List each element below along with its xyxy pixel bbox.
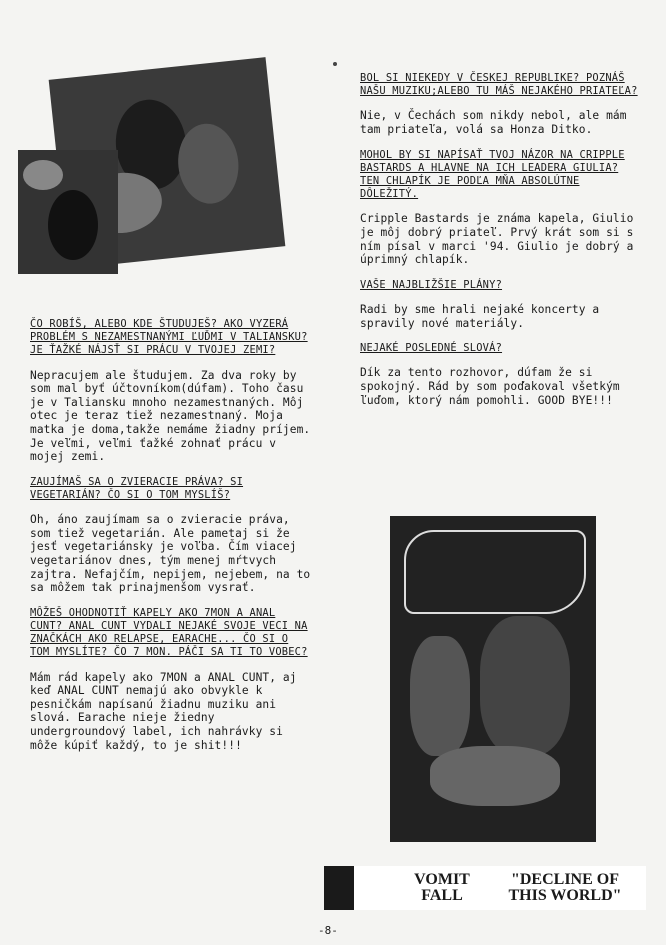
- question: BOL SI NIEKEDY V ČESKEJ REPUBLIKE? POZNÁŠ NAŠU MUZIKU;ALEBO TU MÁŠ NEJAKÉHO PRIATEĽA?: [360, 72, 638, 98]
- album-title: "DECLINE OF THIS WORLD": [508, 871, 622, 904]
- question: VAŠE NAJBLIŽŠIE PLÁNY?: [360, 278, 503, 291]
- left-column: [30, 318, 312, 764]
- answer: Oh, áno zaujímam sa o zvieracie práva, som tiež vegetarián. Ale pametaj si že jesť vegetariánsky je voľba. Čím viacej vegetariánov dnes, tým menej mŕtvych zajtra. Nefajčím, nepijem, nejebem, na to sa môžem tak prinajmenšom vysrať.: [30, 513, 311, 595]
- band-logo-graphic: [404, 530, 586, 614]
- right-column: [360, 72, 644, 419]
- question: NEJAKÉ POSLEDNÉ SLOVÁ?: [360, 342, 503, 355]
- band-photo-small: [18, 150, 118, 274]
- album-cover-image: [390, 516, 596, 842]
- ink-speck: [333, 62, 337, 66]
- question: MOHOL BY SI NAPÍSAŤ TVOJ NÁZOR NA CRIPPLE BASTARDS A HLAVNE NA ICH LEADERA GIULIA? TEN CHLAPÍK JE PODĽA MŇA ABSOLÚTNE DÔLEŽITÝ.: [360, 148, 625, 201]
- answer: Nie, v Čechách som nikdy nebol, ale mám tam priateľa, volá sa Honza Ditko.: [360, 109, 627, 136]
- answer: Mám rád kapely ako 7MON a ANAL CUNT, aj keď ANAL CUNT nemajú ako obvykle k pesničkám napísanú žiadnu muziku ani slová. Earache nieje žiedny undergroundový label, ich nahrávky si môže kúpiť každý, to je shit!!!: [30, 670, 297, 752]
- answer: Nepracujem ale študujem. Za dva roky by som mal byť účtovníkom(dúfam). Toho času je v Taliansku mnoho nezamestnaných. Môj otec je teraz tiež nezamestnaný. Moja matka je doma,takže nemáme žiadny príjem. Je veľmi, veľmi ťažké zohnať prácu v mojej zemi.: [30, 368, 311, 464]
- band-name: VOMIT FALL: [414, 871, 470, 904]
- question: ZAUJÍMAŠ SA O ZVIERACIE PRÁVA? SI VEGETARIÁN? ČO SI O TOM MYSLÍŠ?: [30, 475, 244, 501]
- answer: Radi by sme hrali nejaké koncerty a spravily nové materiály.: [360, 302, 600, 330]
- answer: Cripple Bastards je známa kapela, Giulio je môj dobrý priateľ. Prvý krát som si s ním písal v marci '94. Giulio je dobrý a úprimný chlapík.: [360, 212, 634, 267]
- question: ČO ROBÍŠ, ALEBO KDE ŠTUDUJEŠ? AKO VYZERÁ PROBLÉM S NEZAMESTNANÝMI ĽUĎMI V TALIANSKU? JE ŤAŽKÉ NÁJSŤ SI PRÁCU V TVOJEJ ZEMI?: [30, 318, 308, 357]
- question: MÔŽEŠ OHODNOTIŤ KAPELY AKO 7MON A ANAL CUNT? ANAL CUNT VYDALI NEJAKÉ SVOJE VECI NA ZNAČKÁCH AKO RELAPSE, EARACHE... ČO SI O TOM MYSLÍTE? ČO 7 MON. PÁČI SA TI TO VOBEC?: [30, 606, 308, 659]
- page-number: -8-: [318, 924, 338, 937]
- answer: Dík za tento rozhovor, dúfam že si spokojný. Rád by som poďakoval všetkým ľuďom, ktorý nám pomohli. GOOD BYE!!!: [360, 366, 620, 407]
